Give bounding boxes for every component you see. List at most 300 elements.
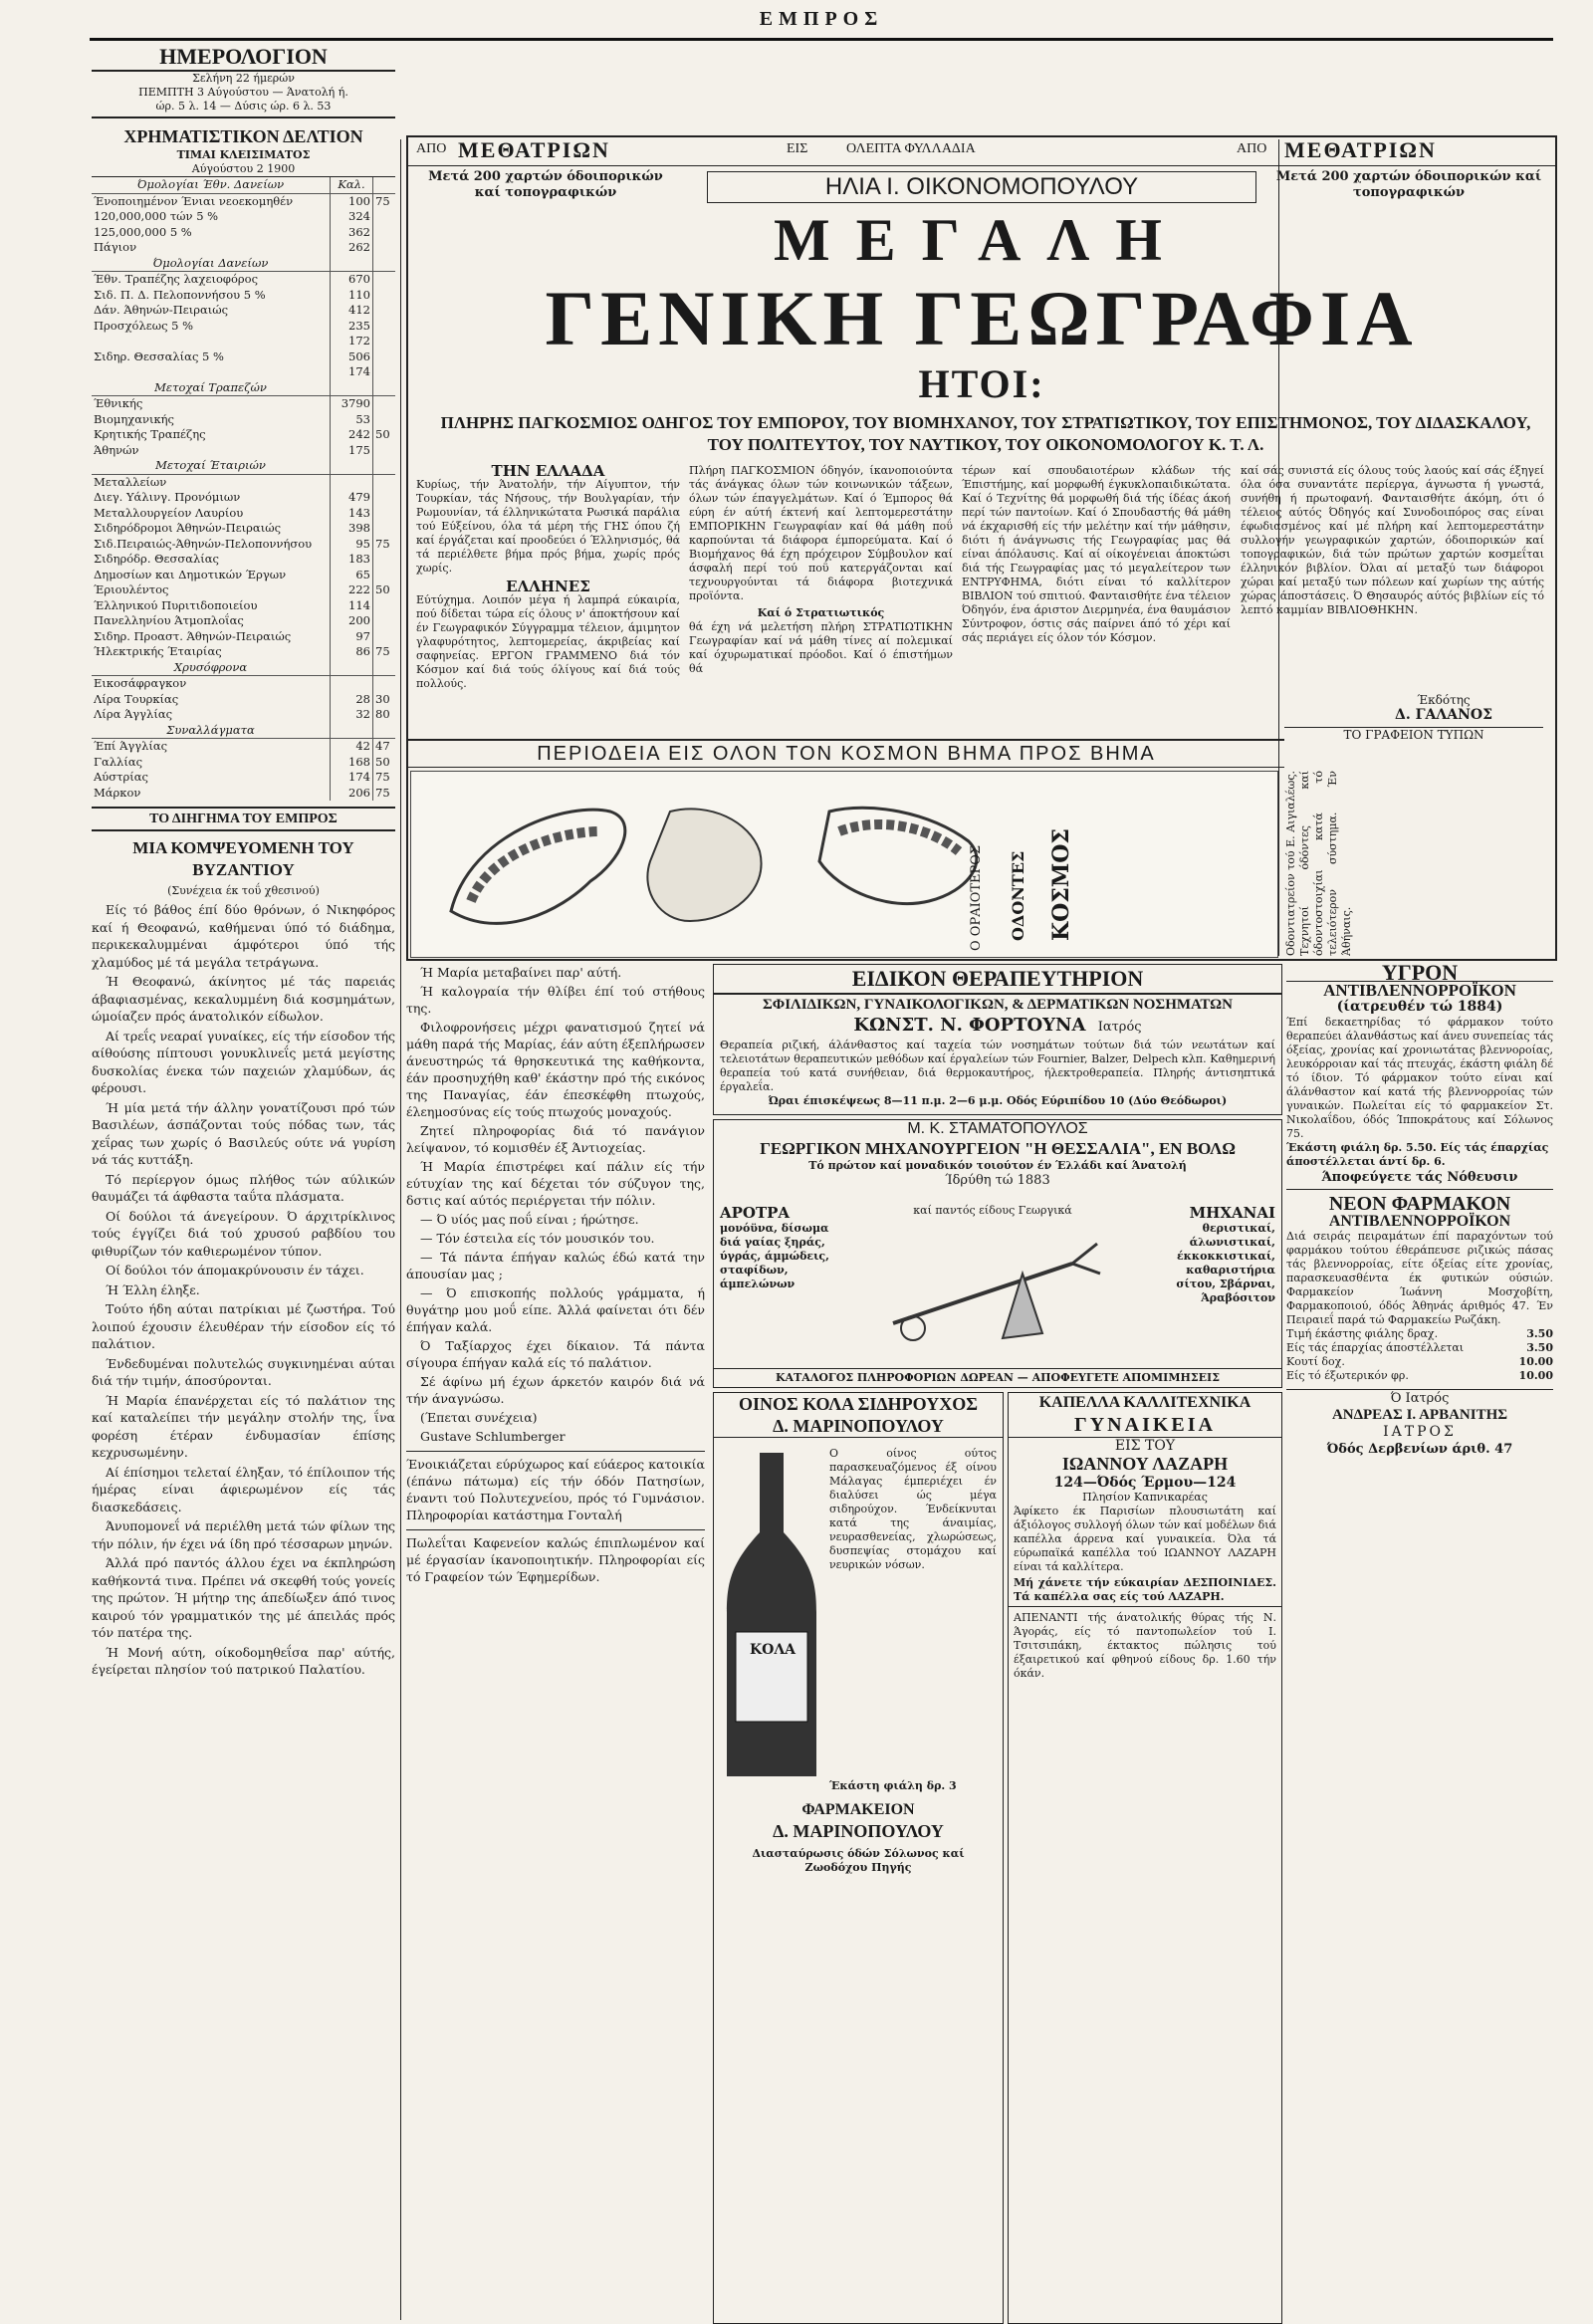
story-paragraph: Αί τρεΐς νεαραί γυναίκες, είς τήν είσοδον τής αίθούσης πίπτουσι γονυκλινεΐς μετά μεγίστης δυσκολίας ένεκα τών παχειών χλαμύδων, άς φέρουσι. (92, 1028, 395, 1095)
masthead-title: ΕΜΠΡΟΣ (759, 8, 884, 30)
rates-cell-val (331, 256, 373, 272)
rates-cell-cents (373, 334, 396, 349)
rates-cell-label: Έλληνικού Πυριτιδοποιείου (92, 598, 331, 614)
mech-right (1152, 1204, 1275, 1305)
story-kicker: ΤΟ ΔΙΗΓΗΜΑ ΤΟΥ ΕΜΠΡΟΣ (92, 807, 395, 831)
rates-cell-val: 95 (331, 537, 373, 553)
rates-cell-val: 200 (331, 613, 373, 629)
doctor-pre: Ό Ιατρός (1286, 1389, 1553, 1407)
story-paragraph: Οί δούλοι τά άνεγείρουν. Ό άρχιτρίκλινος τούς έγγίζει διά τού χρυσού ραβδίου του φιθυρίζων τόν καθιερωμένον τύπον. (92, 1208, 395, 1259)
rates-row (92, 568, 395, 583)
clinic-doctor-row (714, 1015, 1281, 1039)
title-itoi: ΗΤΟΙ: (918, 361, 1045, 406)
rates-row (92, 739, 395, 755)
clinic-text: Θεραπεία ριζική, άλάνθαστος καί ταχεία τών νοσημάτων τούτων διά τών νεωτάτων καί τελειοτάτων θεραπευτικών μεθόδων καί έργαλείων τών Fournier, Balzer, Delpech κλπ. Καθημερινή θεραπεία τού κατά συνήθειαν, διά θερμοκαυτήρος, ήλεκτροθεραπεία. Πληρής άντισηπτικά έργαλεΐα. (720, 1039, 1275, 1093)
rates-cell-cents (373, 676, 396, 692)
rates-row (92, 629, 395, 645)
wine-title-2: Δ. ΜΑΡΙΝΟΠΟΥΛΟΥ (714, 1415, 1003, 1438)
col3-text: τέρων καί σπουδαιοτέρων κλάδων τής Έπιστήμης, καί μορφωθή έγκυκλοπαιδικώτατα. Καί ό Τεχνίτης θά μορφωθή διά τής ίδέας άκοή περί τών παντοίων. Καί ό Σπουδαστής θά μάθη νά έκχαρισθή είς τήν μελέτην καί τήν μάθησιν, διότι ή άνάγνωσις τής Γεωγραφίας μας θά είναι άπόλαυσις. Καί αί οίκογένειαι άποκτώσι διά τής Γεωγραφίας μας τό μεγαλείτερον των ΕΝΤΡΥΦΗΜΑ, διότι είναι τό καλλίτερον ΒΙΒΛΙΟΝ τού σπιτιού. Φανταισθήτε ένα τέλειον Όδηγόν, ένα άριστον Διερμηνέα, ένα θαυμάσιον Σύντροφον, όστις σάς παίρνει άπό τό χέρι καί σάς περιάγει είς όλον τόν Κόσμον. (962, 464, 1231, 644)
rates-cell-cents (373, 272, 396, 288)
rates-cell-cents (373, 568, 396, 583)
rates-row (92, 443, 395, 459)
rates-row (92, 644, 395, 660)
story-paragraph: Άνυπομονεΐ νά περιέλθη μετά τών φίλων της τήν πόλιν, ήν έχει νά ίδη πρό τέσσαρων μηνών. (92, 1518, 395, 1551)
moon-line: Σελήνη 22 ήμερών (192, 72, 295, 85)
bottle-label: ΚΟΛΑ (749, 1642, 796, 1658)
story-paragraph: Άλλά πρό παντός άλλου έχει να έκπληρώση καθήκοντά τινα. Πρέπει νά σκεφθή τούς γονείς της πρώτον. Ή μήτηρ της άπεδίωξεν άπό τινος καιρού τόν γραμματικόν της μέ άπειλάς πρός τόν πατέρα της. (92, 1555, 395, 1640)
rates-cell-cents: 75 (375, 644, 390, 658)
rates-cell-label: Διεγ. Υάλινγ. Προνόμιων (92, 490, 331, 506)
wine-ad (713, 1392, 1004, 2324)
rates-cell-label: Όμολογίαι Δανείων (92, 256, 331, 272)
from-right: ΑΠΟ (1237, 141, 1267, 156)
rates-cell-val: 100 (331, 193, 373, 209)
middle-paragraph: — Ό υίός μας ποΰ είναι ; ήρώτησε. (420, 1212, 639, 1227)
col1-head: ΤΗΝ ΕΛΛΑΔΑ (491, 464, 605, 480)
finance-sub: ΤΙΜΑΙ ΚΛΕΙΣΙΜΑΤΟΣ (176, 148, 311, 161)
rates-cell-val: 398 (331, 521, 373, 537)
rates-cell-label: Άθηνών (92, 443, 331, 459)
rates-cell-label: Χρυσόφρονα (92, 660, 331, 676)
rates-row (92, 598, 395, 614)
mech-right-head: ΜΗΧΑΝΑΙ (1189, 1204, 1275, 1222)
rates-row (92, 193, 395, 209)
rates-cell-val: 32 (331, 707, 373, 723)
rates-cell-label: Μεταλλείων (92, 474, 331, 490)
mech-left (720, 1204, 839, 1291)
story-paragraph: Ένδεδυμέναι πολυτελώς συγκινημέναι αύται διά τήν τιμήν, άποσύρονται. (92, 1355, 395, 1388)
rates-cell-cents: 50 (375, 427, 390, 441)
rates-cell-cents (373, 598, 396, 614)
masthead (90, 8, 1553, 41)
story-paragraph: Ή Έλλη έληξε. (106, 1281, 200, 1297)
story-title: ΜΙΑ ΚΟΜΨΕΥΟΜΕΝΗ ΤΟΥ ΒΥΖΑΝΤΙΟΥ (132, 838, 354, 879)
rates-cell-label: Σιδ.Πειραιώς-Άθηνών-Πελοποννήσου (92, 537, 331, 553)
middle-paragraph: Ό Ταξίαρχος έχει δίκαιον. Τά πάντα σίγουρα έπήγαν καλά είς τό παλάτιον. (406, 1338, 705, 1370)
rates-row (92, 319, 395, 335)
rates-cell-cents (373, 396, 396, 412)
doctor-address: Όδός Δερβενίων άριθ. 47 (1326, 1442, 1513, 1457)
rates-cell-cents: 80 (375, 707, 390, 721)
hats-near: Πλησίον Καπνικαρέας (1082, 1491, 1208, 1504)
dentist-label-c: Ο ΟΡΑΙΟΤΕΡΟΣ (969, 844, 984, 951)
hats-ad (1008, 1392, 1282, 2324)
story-paragraph: Ή μία μετά τήν άλλην γονατίζουσι πρό τών Βασιλέων, άσπάζονται τούς πόδας των, τάς χεΐρας των χωρίς ό Βασιλεύς ούτε νά γυρίση νά τάς κυττάξη. (92, 1099, 395, 1167)
doctor-title: ΙΑΤΡΟΣ (1383, 1424, 1457, 1440)
rates-row (92, 521, 395, 537)
rates-cell-label: 120,000,000 τών 5 % (92, 209, 331, 225)
rates-cell-cents (373, 349, 396, 365)
rates-cell-label: Αύστρίας (92, 770, 331, 786)
wine-address: Διασταύρωσις όδών Σόλωνος καί Ζωοδόχου Πηγής (752, 1847, 965, 1874)
rates-cell-label (92, 364, 331, 380)
dentist-side-text: Οδοντιατρείον τού Ε. Αιγιαλέως. Τεχνητοί όδόντες καί όδοντοστοιχίαι κατά τό τελειότερον σύστημα. Έν Άθήναις. (1284, 771, 1353, 956)
col2-text: Πλήρη ΠΑΓΚΟΣΜΙΟΝ όδηγόν, ίκανοποιούντα τάς άνάγκας όλων τών κοινωνικών τάξεων, όλων τών έπαγγελμάτων. Καί ό Έμπορος θά εύρη έν αύτή έκτενή καί λεπτομερεστάτην ΕΜΠΟΡΙΚΗΝ Γεωγραφίαν καί θά μάθη ποΰ καρπούνται τά διάφορα έμπορεύματα. Καί ό Βιομήχανος θά έχη πρόχειρον Σύμβουλον καί άσφαλή περί τού ποΰ κατεργάζονται καί τεχνουργούνται τά διάφορα βιοτεχνικά προϊόντα. (689, 464, 953, 602)
maps-left: Μετά 200 χαρτών όδοιπορικών καί τοπογραφικών (428, 169, 663, 200)
rates-row (92, 537, 395, 553)
rates-row (92, 770, 395, 786)
rates-cell-cents (373, 303, 396, 319)
rates-cell-val: 174 (331, 364, 373, 380)
price-value: 3.50 (1526, 1327, 1553, 1340)
mech-left-head: ΑΡΟΤΡΑ (720, 1204, 791, 1222)
oleppta-label: ΟΛΕΠΤΑ ΦΥΛΛΑΔΙΑ (846, 141, 976, 156)
rates-cell-label: Συναλλάγματα (92, 723, 331, 739)
dentist-ad (410, 771, 1278, 958)
story-paragraph: Ή Μονή αύτη, οίκοδομηθεΐσα παρ' αύτής, έγείρεται πλησίον τού πατρικού Παλατίου. (92, 1644, 395, 1677)
middle-paragraph: Σέ άφίνω μή έχων άρκετόν καιρόν διά νά τήν άναγνώσω. (406, 1374, 705, 1406)
right-column (1286, 964, 1553, 2323)
dentist-label-b: ΚΟΣΜΟΣ (1048, 828, 1074, 941)
story-paragraph: Ή Μαρία έπανέρχεται είς τό παλάτιον της καί καταλείπει τήν μεγάλην στολήν της, ΐνα φορέση έτέραν ένδυμασίαν έπίσης κεχρυσωμένην. (92, 1392, 395, 1460)
rates-cell-val: 172 (331, 334, 373, 349)
neon-prices (1286, 1327, 1553, 1383)
rates-cell-label: Έθνικής (92, 396, 331, 412)
ad-col-1 (416, 464, 680, 733)
rates-cell-val: 206 (331, 786, 373, 802)
rates-cell-val: 3790 (331, 396, 373, 412)
rates-cell-val: 174 (331, 770, 373, 786)
rates-row (92, 474, 395, 490)
rates-section-row (92, 256, 395, 272)
story-paragraph: Ή Θεοφανώ, άκίνητος μέ τάς παρειάς άβαφιασμένας, κεκαλυμμένη διά κοσμημάτων, ώμοίαζεν πρός άνατολικόν είδωλον. (92, 974, 395, 1024)
rates-cell-val (331, 676, 373, 692)
middle-paragraph: Ή καλογραία τήν θλίβει έπί τού στήθους της. (406, 984, 705, 1016)
rates-row (92, 427, 395, 443)
sun-line: ώρ. 5 λ. 14 — Δύσις ώρ. 6 λ. 53 (92, 100, 395, 118)
rates-cell-val: 222 (331, 582, 373, 598)
clinic-title: ΕΙΔΙΚΟΝ ΘΕΡΑΠΕΥΤΗΡΙΟΝ (714, 965, 1281, 995)
middle-column (406, 964, 705, 2323)
wine-text: Ο οίνος ούτος παρασκευαζόμενος έξ οίνου Μάλαγας έμπεριέχει έν διαλύσει ώς μέγα σιδηρούχον. Ένδείκνυται κατά της άναιμίας, νευρασθενείας, χλωρώσεως, δυσπεψίας στομάχου καί νευρικών νόσων. (829, 1447, 997, 1571)
rates-cell-label: Προσχόλεως 5 % (92, 319, 331, 335)
rates-row (92, 288, 395, 304)
neon-text: Διά σειράς πειραμάτων έπί παραχόντων τού φαρμάκου τούτου έθεράπευσε ριζικώς πάσας τάς βλεννορροίας, είτε όξείας είτε χρονίας, παρασκευασθέντα έκ φυτικών ούσιών. Φαρμακείον Ίωάννη Μοσχοβίτη, Φαρμακοποιού, όδός Άθηνάς άριθμός 47. Έν Πειραιεΐ παρά τώ Φαρμακείω Ρωζάκη. (1286, 1230, 1553, 1326)
rates-row (92, 692, 395, 708)
price-label: Είς τάς έπαρχίας άποστέλλεται (1286, 1341, 1465, 1354)
rates-row (92, 225, 395, 241)
mech-founded: Ίδρύθη τώ 1883 (945, 1173, 1050, 1188)
rates-cell-label: Σιδηρόδρομοι Άθηνών-Πειραιώς (92, 521, 331, 537)
rates-section-row (92, 177, 395, 193)
rates-row (92, 272, 395, 288)
finance-heading: ΧΡΗΜΑΤΙΣΤΙΚΟΝ ΔΕΛΤΙΟΝ (123, 126, 363, 146)
rates-row (92, 412, 395, 428)
rates-cell-val (331, 458, 373, 474)
rates-cell-label: Σιδηρ. Θεσσαλίας 5 % (92, 349, 331, 365)
rates-cell-label: Σιδηρόδρ. Θεσσαλίας (92, 552, 331, 568)
clinic-hours: Ώραι έπισκέψεως 8—11 π.μ. 2—6 μ.μ. Οδός Εύριπίδου 10 (Δύο Θεόδωροι) (768, 1094, 1228, 1107)
rates-cell-val: 110 (331, 288, 373, 304)
rates-row (92, 334, 395, 349)
rates-cell-label: Βιομηχανικής (92, 412, 331, 428)
rates-cell-val (331, 660, 373, 676)
clinic-subtitle: ΣΦΙΛΙΔΙΚΩΝ, ΓΥΝΑΙΚΟΛΟΓΙΚΩΝ, & ΔΕΡΜΑΤΙΚΩΝ ΝΟΣΗΜΑΤΩΝ (762, 997, 1234, 1013)
rates-cell-cents: 75 (375, 536, 390, 551)
hats-title-1: ΚΑΠΕΛΛΑ ΚΑΛΛΙΤΕΧΝΙΚΑ (1038, 1394, 1252, 1411)
rates-cell-label: Όμολογίαι Έθν. Δανείων (92, 177, 331, 193)
banner: ΠΕΡΙΟΔΕΙΑ ΕΙΣ ΟΛΟΝ ΤΟΝ ΚΟΣΜΟΝ ΒΗΜΑ ΠΡΟΣ ΒΗΜΑ (408, 739, 1284, 768)
rates-cell-val: 28 (331, 692, 373, 708)
wine-pharmacy-name: Δ. ΜΑΡΙΝΟΠΟΥΛΟΥ (773, 1821, 944, 1841)
rates-cell-val: 412 (331, 303, 373, 319)
from-left: ΑΠΟ (416, 141, 447, 156)
rates-cell-cents (373, 629, 396, 645)
rates-cell-val: 114 (331, 598, 373, 614)
col1-head2: ΕΛΛΗΝΕΣ (506, 578, 590, 595)
rates-cell-label: Δημοσίων και Δημοτικών Έργων (92, 568, 331, 583)
wine-title-1: ΟΙΝΟΣ ΚΟΛΑ ΣΙΔΗΡΟΥΧΟΣ (739, 1394, 978, 1414)
story-paragraph: Είς τό βάθος έπί δύο θρόνων, ό Νικηφόρος καί ή Θεοφανώ, καθήμεναι ύπό τό διάδημα, περικεκαλυμμέναι άμφότεροι ύπό τής χλαμύδος μέ τά μεγάλα τετράγωνα. (92, 902, 395, 970)
wine-price: Έκάστη φιάλη δρ. 3 (829, 1779, 957, 1792)
rates-cell-val (331, 474, 373, 490)
ad-col-3 (962, 464, 1231, 733)
rates-cell-cents (373, 521, 396, 537)
rates-cell-cents (373, 380, 396, 396)
rates-cell-val: 235 (331, 319, 373, 335)
rates-cell-label: Ήλεκτρικής Έταιρίας (92, 644, 331, 660)
mech-owner: Μ. Κ. ΣΤΑΜΑΤΟΠΟΥΛΟΣ (907, 1120, 1088, 1137)
rates-row (92, 786, 395, 802)
publisher: ΗΛΙΑ Ι. ΟΙΚΟΝΟΜΟΠΟΥΛΟΥ (707, 171, 1256, 203)
hats-owner: ΙΩΑΝΝΟΥ ΛΑΖΑΡΗ (1061, 1454, 1229, 1474)
tygron-price: Έκάστη φιάλη δρ. 5.50. Είς τάς έπαρχίας άποστέλλεται άντί δρ. 6. (1286, 1141, 1549, 1168)
rates-cell-cents (373, 225, 396, 241)
story-continued: (Συνέχεια έκ τοΰ χθεσινού) (167, 884, 320, 897)
signature-label: Έκδότης (1417, 693, 1471, 707)
tygron-year: (ίατρευθέν τώ 1884) (1336, 999, 1503, 1015)
rates-cell-val: 362 (331, 225, 373, 241)
tygron-text: Έπί δεκαετηρίδας τό φάρμακον τούτο θεραπεύει άλανθάστως καί άνευ συνεπείας τάς όξείας, χρονίας καί χρονιωτάτας βλεννοροίας, λευκόρροιαν καί τάς πτευχάς, έκάστη φιάλη δέ τό ίδιον. Τό φάρμακον τούτο είναι καί άλάνθαστον καί κατά τής βλεννορροίας τών γυναικών. Πωλείται είς τό φαρμακείον Στ. Νικολαΐδου, όδός Ίπποκράτους καί Σόλωνος 75. (1286, 1016, 1553, 1140)
rates-cell-val: 670 (331, 272, 373, 288)
notice-2: Πωλεΐται Καφενείον καλώς έπιπλωμένον καί μέ έργασίαν ίκανοποιητικήν. Πληροφορίαι είς τό Γραφείον τών Έφημερίδων. (406, 1529, 705, 1585)
rates-cell-label: Δάν. Άθηνών-Πειραιώς (92, 303, 331, 319)
clinic-doctor-title: Ιατρός (1097, 1020, 1142, 1035)
rates-cell-val: 175 (331, 443, 373, 459)
plough-illustration (873, 1224, 1112, 1353)
rates-cell-cents: 75 (375, 785, 390, 800)
rates-cell-label: Μάρκον (92, 786, 331, 802)
notice-1: Ένοικιάζεται εύρύχωρος καί εύάερος κατοικία (έπάνω πάτωμα) είς τήν όδόν Πατησίων, έναντι τού Πολυτεχνείου, πρός τό Γυμνάσιον. Πληροφορίαι κατάστημα Γονταλή (406, 1451, 705, 1523)
rates-row (92, 707, 395, 723)
bottle-illustration (722, 1453, 821, 1781)
rates-cell-cents (373, 256, 396, 272)
rates-row (92, 364, 395, 380)
rates-section-row (92, 723, 395, 739)
story-body (92, 901, 395, 1679)
rates-section-row (92, 380, 395, 396)
middle-paragraph: — Τόν έστειλα είς τόν μουσικόν του. (420, 1231, 655, 1246)
rates-cell-val: 42 (331, 739, 373, 755)
wine-pharmacy-label: ΦΑΡΜΑΚΕΙΟΝ (801, 1801, 915, 1818)
rates-cell-label: Έπί Άγγλίας (92, 739, 331, 755)
rates-cell-cents (373, 364, 396, 380)
mech-footer: ΚΑΤΑΛΟΓΟΣ ΠΛΗΡΟΦΟΡΙΩΝ ΔΩΡΕΑΝ — ΑΠΟΦΕΥΓΕΤΕ ΑΠΟΜΙΜΗΣΕΙΣ (714, 1368, 1281, 1387)
rates-cell-val: 183 (331, 552, 373, 568)
machinery-ad (713, 1119, 1282, 1388)
rates-cell-cents (373, 209, 396, 225)
rates-cell-cents (373, 458, 396, 474)
rates-row (92, 506, 395, 522)
story-paragraph: Αί έπίσημοι τελεταί έληξαν, τό έπίλοιπον τής ήμέρας είναι άφιερωμένον είς τάς διασκεδάσεις. (92, 1464, 395, 1514)
price-row (1286, 1355, 1553, 1369)
eis-label: ΕΙΣ (787, 141, 808, 156)
dentist-label-a: ΟΔΟΝΤΕΣ (1009, 850, 1027, 941)
rates-cell-cents (373, 240, 396, 256)
mech-right-text: θεριστικαί, άλωνιστικαί, έκκοκκιστικαί, καθαριστήρια σίτου, Σβάρναι, Άραβόσιτον (1176, 1222, 1275, 1304)
price-value: 10.00 (1518, 1369, 1553, 1382)
mech-first: Τό πρώτον καί μοναδικόν τοιούτον έν Έλλάδι καί Άνατολή (808, 1159, 1187, 1172)
rates-cell-label (92, 334, 331, 349)
geography-ad (406, 135, 1557, 961)
rates-cell-val: 65 (331, 568, 373, 583)
right-strip: ΤΟ ΓΡΑΦΕΙΟΝ ΤΥΠΩΝ (1284, 727, 1543, 742)
rates-cell-cents (373, 319, 396, 335)
rates-row (92, 349, 395, 365)
rates-cell-label: Λίρα Άγγλίας (92, 707, 331, 723)
column-rule (400, 139, 401, 2320)
rates-cell-cents (373, 412, 396, 428)
price-row (1286, 1369, 1553, 1383)
rates-section-row (92, 660, 395, 676)
clinic-doctor: ΚΩΝΣΤ. Ν. ΦΟΡΤΟΥΝΑ (853, 1015, 1086, 1036)
ad-signature (1354, 693, 1533, 723)
col1-text: Κυρίως, τήν Άνατολήν, τήν Αίγυπτον, τήν Τουρκίαν, τάς Νήσους, τήν Βουλγαρίαν, τήν Ρωμουνίαν, τά έλληνικώτατα Ρωσικά παράλια τού Εύξείνου, όλα τά μέρη τής ΓΗΣ όπου ζή καί έργάζεται καί προοδεύει ό Έλληνισμός, θά τά περιέλθετε βήμα πρός βήμα, χωρίς πρός χωρίς. (416, 478, 680, 575)
rates-cell-val: 506 (331, 349, 373, 365)
rates-row (92, 552, 395, 568)
rates-cell-val: 86 (331, 644, 373, 660)
hats-text: Άφίκετο έκ Παρισίων πλουσιωτάτη καί άξιόλογος συλλογή όλων τών καί μοδέλων διά καπέλλα άρρενα καί γυναικεία. Όλα τά εύρωπαϊκά καπέλλα τού ΙΩΑΝΝΟΥ ΛΑΖΑΡΗ είναι τά καλλίτερα. (1014, 1505, 1276, 1573)
dentures-illustration (411, 772, 1277, 957)
signature-name: Δ. ΓΑΛΑΝΟΣ (1394, 707, 1493, 723)
rates-cell-label: Πανελληνίου Άτμοπλοΐας (92, 613, 331, 629)
calendar-heading: ΗΜΕΡΟΛΟΓΙΟΝ (92, 44, 395, 72)
rates-cell-val (331, 723, 373, 739)
rates-cell-label: Σιδ. Π. Δ. Πελοποννήσου 5 % (92, 288, 331, 304)
rates-row (92, 303, 395, 319)
rates-cell-label: Κρητικής Τραπέζης (92, 427, 331, 443)
middle-paragraph: Φιλοφρονήσεις μέχρι φανατισμού ζητεί νά μάθη παρά τής Μαρίας, έάν αύτη έξεπλήρωσεν άνευστηρώς τά θρησκευτικά της καθήκοντα, έάν προσηυχήθη καθ' έκάστην πρό τής εικόνος της Παναγίας, έάν έπεσκέφθη πτωχούς, έλεημοσύνας είς τούς πτωχούς μοναχούς. (406, 1020, 705, 1119)
middle-paragraph: Ή Μαρία έπιστρέφει καί πάλιν είς τήν εύτυχίαν της καί δέχεται τόν σύζυγον της, δστις καί αύτός περιέργεται τήν πόλιν. (406, 1159, 705, 1208)
rates-cell-label: Εικοσάφραγκον (92, 676, 331, 692)
price-row (1286, 1327, 1553, 1341)
rates-cell-label: Ένοποιημένον Ένιαι νεοεκομηθέν (92, 193, 331, 209)
mech-title: ΓΕΩΡΓΙΚΟΝ ΜΗΧΑΝΟΥΡΓΕΙΟΝ "Η ΘΕΣΣΑΛΙΑ", ΕΝ ΒΟΛΩ (760, 1139, 1236, 1158)
story-paragraph: Τό περίεργον όμως πλήθος τών αύλικών θαυμάζει τά άφθαστα ταΰτα πλάσματα. (92, 1171, 395, 1204)
rates-cell-label: Μετοχαί Τραπεζών (92, 380, 331, 396)
tygron-warning: Άποφεύγετε τάς Νόθευσιν (1286, 1169, 1553, 1190)
middle-story (406, 964, 705, 1445)
title-geniki-geografia: ΓΕΝΙΚΗ ΓΕΩΓΡΑΦΙΑ (545, 275, 1419, 361)
rates-row (92, 396, 395, 412)
neon-title: ΝΕΟΝ ΦΑΡΜΑΚΟΝ (1328, 1193, 1511, 1215)
ad-col-4 (1241, 464, 1544, 693)
rates-cell-label: Λίρα Τουρκίας (92, 692, 331, 708)
rates-cell-cents (373, 506, 396, 522)
rates-cell-cents: 30 (375, 691, 390, 706)
middle-paragraph: (Έπεται συνέχεια) (420, 1410, 538, 1425)
rates-row (92, 613, 395, 629)
col2-head: Καί ό Στρατιωτικός (757, 606, 885, 619)
geography-ad-top (408, 137, 1555, 166)
middle-paragraph: Ή Μαρία μεταβαίνει παρ' αύτή. (420, 965, 622, 980)
rates-cell-cents: 75 (375, 193, 390, 208)
price-label: Κουτί δοχ. (1286, 1355, 1345, 1368)
rates-cell-val: Καλ. (331, 177, 373, 193)
doctor-name: ΑΝΔΡΕΑΣ Ι. ΑΡΒΑΝΙΤΗΣ (1331, 1407, 1508, 1423)
col1-text2: Εύτύχημα. Λοιπόν μέγα ή λαμπρά εύκαιρία, πού δίδεται τώρα είς όλους ν' άποκτήσουν καί έν Γεωγραφικόν Σύγγραμμα τέλειον, άμιμητον γλαφυρότητος, λεπτομερείας, άκριβείας καί σαφηνείας. ΕΡΓΟΝ ΓΡΑΜΜΕΝΟ διά τόν Κόσμον καί διά τούς όλίγους καί διά τούς πολλούς. (416, 593, 680, 690)
middle-paragraph: — Τά πάντα έπήγαν καλώς έδώ κατά την άπουσίαν μας ; (406, 1250, 705, 1281)
tygron-title: ΥΓΡΟΝ (1286, 964, 1553, 982)
rates-cell-label: Σιδηρ. Προαστ. Άθηνών-Πειραιώς (92, 629, 331, 645)
mech-left-text: μονόϋνα, δίσωμα διά γαίας ξηράς, ύγράς, άμμώδεις, σταφίδων, άμπελώνων (720, 1222, 829, 1290)
rates-cell-label: 125,000,000 5 % (92, 225, 331, 241)
rates-cell-cents (373, 474, 396, 490)
rates-cell-label: Έριουλέντος (92, 582, 331, 598)
rates-cell-label: Γαλλίας (92, 755, 331, 771)
hats-address: 124—Όδός Έρμου—124 (1053, 1475, 1237, 1491)
rates-cell-val: 143 (331, 506, 373, 522)
story-paragraph: Τούτο ήδη αύται πατρίκιαι μέ ζωστήρα. Τού λοιπού έχουσιν έλευθέραν τήν είσοδον είς τό παλάτιον. (92, 1301, 395, 1351)
hats-store: ΕΙΣ ΤΟΥ (1114, 1438, 1176, 1454)
neon-sub: ΑΝΤΙΒΛΕΝΝΟΡΡΟΪΚΟΝ (1328, 1213, 1511, 1230)
hats-footer: ΑΠΕΝΑΝΤΙ τής άνατολικής θύρας τής Ν. Άγοράς, είς τό παντοπωλείον τού Ι. Τσιτσιπάκη, έκτακτος πώλησις τού έξαιρετικού καί φθηνού είδους δρ. 1.60 τήν όκάν. (1009, 1606, 1281, 1685)
rates-cell-cents (373, 660, 396, 676)
rates-cell-val: 324 (331, 209, 373, 225)
date-line: ΠΕΜΠΤΗ 3 Αύγούστου — Άνατολή ή. (138, 86, 348, 99)
price-row (1286, 1341, 1553, 1355)
ad-col-2 (689, 464, 953, 733)
middle-paragraph: Ζητεί πληροφορίας διά τό πανάγιον λείψανον, τό κομισθέν έξ Άντιοχείας. (406, 1123, 705, 1155)
rates-row (92, 240, 395, 256)
price-value: 10.00 (1518, 1355, 1553, 1368)
clinic-ad (713, 964, 1282, 1115)
rates-cell-label: Μετοχαί Έταιριών (92, 458, 331, 474)
rates-cell-cents (373, 552, 396, 568)
rates-cell-cents: 75 (375, 770, 390, 784)
middle-paragraph: Gustave Schlumberger (420, 1429, 566, 1444)
rates-row (92, 676, 395, 692)
rates-row (92, 755, 395, 771)
rates-row (92, 209, 395, 225)
col2-text2: θά έχη νά μελετήση πλήρη ΣΤΡΑΤΙΩΤΙΚΗΝ Γεωγραφίαν καί νά μάθη τίνες αί πολεμικαί καί όχυρωματικαί πρόοδοι. Καί ό έπιστήμων θά (689, 620, 953, 675)
rates-row (92, 490, 395, 506)
rates-cell-cents: 47 (375, 739, 390, 753)
rates-cell-val: 479 (331, 490, 373, 506)
rates-section-row (92, 458, 395, 474)
middle-paragraph: — Ό επισκοπής πολλούς γράμματα, ή θυγάτηρ μου μοΰ είπε. Άλλά φαίνεται ότι δέν έπήγαν καλά. (406, 1285, 705, 1334)
rates-cell-label: Μεταλλουργείον Λαυρίου (92, 506, 331, 522)
rates-cell-cents (373, 177, 396, 193)
rates-cell-label: Έθν. Τραπέζης λαχειοφόρος (92, 272, 331, 288)
title-megali: ΜΕΓΑΛΗ (774, 207, 1188, 273)
price-label: Είς τό έξωτερικόν φρ. (1286, 1369, 1409, 1382)
hats-notice: Μή χάνετε τήν εύκαιρίαν ΔΕΣΠΟΙΝΙΔΕΣ. Τά καπέλλα σας είς τού ΛΑΖΑΡΗ. (1014, 1576, 1276, 1603)
subtitle: ΠΛΗΡΗΣ ΠΑΓΚΟΣΜΙΟΣ ΟΔΗΓΟΣ ΤΟΥ ΕΜΠΟΡΟΥ, ΤΟΥ ΒΙΟΜΗΧΑΝΟΥ, ΤΟΥ ΣΤΡΑΤΙΩΤΙΚΟΥ, ΤΟΥ ΕΠΙΣΤΗΜΟΝΟΣ, ΤΟΥ ΔΙΔΑΣΚΑΛΟΥ, ΤΟΥ ΠΟΛΙΤΕΥΤΟΥ, ΤΟΥ ΝΑΥΤΙΚΟΥ, ΤΟΥ ΟΙΚΟΝΟΜΟΛΟΓΟΥ Κ. Τ. Λ. (440, 413, 1531, 454)
rates-cell-cents (373, 613, 396, 629)
story-paragraph: Οί δούλοι τόν άπομακρύνουσιν έν τάχει. (106, 1263, 364, 1278)
mech-center-text: καί παντός είδους Γεωργικά (913, 1204, 1072, 1217)
rates-cell-cents (373, 490, 396, 506)
theater-right: ΜΕΘΑΤΡΙΩΝ (1284, 137, 1437, 162)
rates-cell-val: 242 (331, 427, 373, 443)
hats-title-2: ΓΥΝΑΙΚΕΙΑ (1009, 1413, 1281, 1438)
rates-cell-cents (373, 443, 396, 459)
rates-cell-val: 168 (331, 755, 373, 771)
rates-cell-cents (373, 288, 396, 304)
rates-cell-label: Πάγιον (92, 240, 331, 256)
rates-table (92, 177, 395, 801)
